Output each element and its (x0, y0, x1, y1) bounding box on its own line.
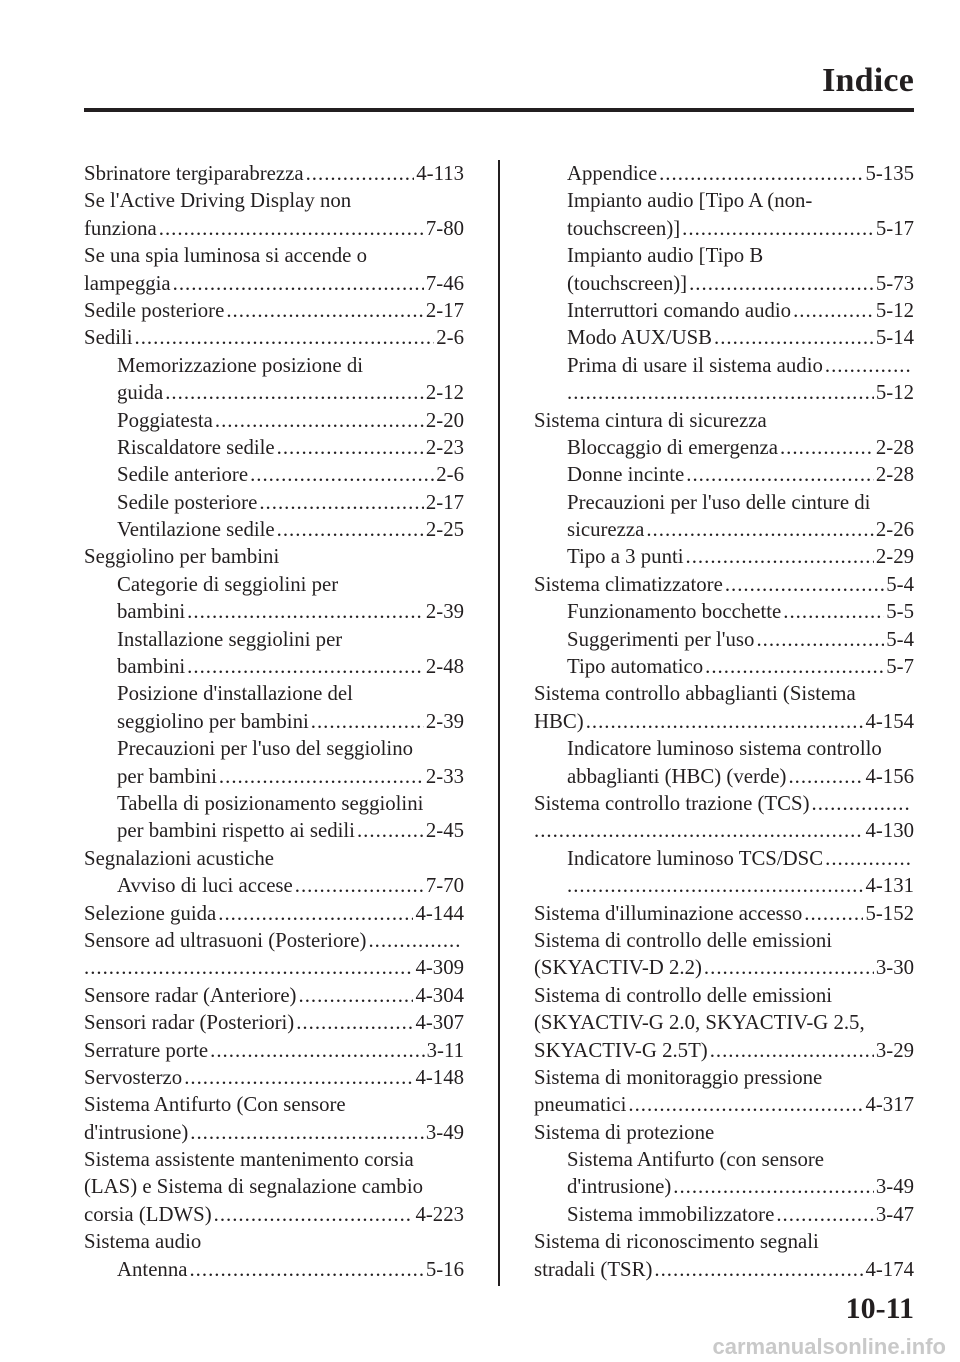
index-entry (534, 982, 914, 1009)
index-subentry (84, 352, 464, 379)
entry-page-ref[interactable]: 4-309 (415, 956, 464, 980)
entry-page-ref[interactable]: 4-148 (415, 1065, 464, 1089)
dot-leader (215, 407, 424, 434)
entry-text: Interruttori comando audio (567, 298, 792, 322)
entry-text: Sistema Antifurto (con sensore (567, 1148, 825, 1172)
entry-page-ref[interactable]: 2-39 (425, 709, 464, 733)
index-subentry (534, 324, 914, 351)
index-subentry (534, 461, 914, 488)
entry-page-ref[interactable]: 5-14 (875, 326, 914, 350)
index-subentry (534, 379, 914, 406)
column-divider (498, 160, 500, 1286)
dot-leader (259, 489, 424, 516)
index-entry (84, 242, 464, 269)
entry-text: Tipo a 3 punti (567, 545, 684, 569)
entry-page-ref[interactable]: 2-48 (425, 655, 464, 679)
dot-leader (756, 626, 884, 653)
index-subentry (534, 434, 914, 461)
index-subentry (84, 653, 464, 680)
entry-text: SKYACTIV-G 2.5T) (534, 1038, 708, 1062)
dot-leader (189, 1256, 423, 1283)
entry-text: Memorizzazione posizione di (117, 353, 364, 377)
entry-text: Bloccaggio di emergenza (567, 435, 778, 459)
entry-text: Indicatore luminoso TCS/DSC (567, 846, 824, 870)
index-column-right (534, 160, 914, 1283)
entry-page-ref[interactable]: 7-70 (425, 874, 464, 898)
entry-page-ref[interactable]: 2-17 (425, 298, 464, 322)
index-subentry (84, 790, 464, 817)
entry-text: (LAS) e Sistema di segnalazione cambio (84, 1175, 424, 1199)
entry-text: seggiolino per bambini (117, 709, 309, 733)
entry-page-ref[interactable]: 5-152 (865, 901, 914, 925)
entry-text: bambini (117, 655, 186, 679)
index-entry (84, 1037, 464, 1064)
entry-text: touchscreen)] (567, 216, 681, 240)
entry-page-ref[interactable]: 7-80 (425, 216, 464, 240)
dot-leader (725, 571, 884, 598)
entry-page-ref[interactable]: 4-113 (416, 162, 464, 185)
entry-text: Sistema di controllo delle emissioni (534, 928, 833, 952)
index-entry (534, 1091, 914, 1118)
index-subentry (534, 297, 914, 324)
entry-page-ref[interactable]: 4-307 (415, 1011, 464, 1035)
entry-text: d'intrusione) (567, 1175, 672, 1199)
dot-leader (295, 872, 424, 899)
index-subentry (84, 489, 464, 516)
index-subentry (534, 763, 914, 790)
index-entry (84, 954, 464, 981)
entry-text: Sistema audio (84, 1230, 202, 1254)
index-entry (84, 543, 464, 570)
index-subentry (534, 187, 914, 214)
dot-leader (686, 543, 874, 570)
dot-leader (159, 215, 424, 242)
dot-leader (173, 270, 424, 297)
entry-text: Sistema di controllo delle emissioni (534, 983, 833, 1007)
entry-text: Sistema cintura di sicurezza (534, 408, 767, 432)
index-entry (84, 900, 464, 927)
dot-leader (776, 1201, 874, 1228)
dot-leader (190, 1119, 424, 1146)
entry-text: HBC) (534, 709, 584, 733)
entry-page-ref[interactable]: 4-130 (865, 819, 914, 843)
index-subentry (534, 516, 914, 543)
entry-page-ref[interactable]: 5-7 (886, 655, 914, 679)
dot-leader (135, 324, 435, 351)
dot-leader (219, 763, 424, 790)
dot-leader (277, 434, 424, 461)
entry-text: funziona (84, 216, 157, 240)
dot-leader (825, 845, 912, 872)
dot-leader (673, 1173, 874, 1200)
entry-text: Sensore ad ultrasuoni (Posteriore) (84, 928, 367, 952)
index-subentry (534, 1201, 914, 1228)
dot-leader (689, 270, 874, 297)
dot-leader (214, 1201, 414, 1228)
index-entry (534, 1228, 914, 1255)
entry-page-ref[interactable]: 5-4 (886, 627, 914, 651)
index-entry (84, 1119, 464, 1146)
entry-text: Sedile posteriore (117, 490, 258, 514)
entry-page-ref[interactable]: 5-135 (865, 162, 914, 185)
dot-leader (165, 379, 424, 406)
dot-leader (793, 297, 874, 324)
entry-page-ref[interactable]: 3-49 (425, 1120, 464, 1144)
page-number: 10-11 (845, 1292, 914, 1325)
dot-leader (368, 927, 462, 954)
index-entry (84, 297, 464, 324)
index-entry (534, 1119, 914, 1146)
dot-leader (686, 461, 874, 488)
index-entry (84, 324, 464, 351)
entry-text: Sistema assistente mantenimento corsia (84, 1148, 414, 1172)
entry-text: (SKYACTIV-D 2.2) (534, 956, 702, 980)
index-subentry (84, 434, 464, 461)
index-entry (84, 1064, 464, 1091)
entry-page-ref[interactable]: 5-4 (886, 572, 914, 596)
index-subentry (84, 571, 464, 598)
entry-page-ref[interactable]: 2-33 (425, 764, 464, 788)
index-entry (534, 708, 914, 735)
dot-leader (277, 516, 424, 543)
index-subentry (84, 763, 464, 790)
entry-text: Poggiatesta (117, 408, 213, 432)
entry-page-ref[interactable]: 3-47 (875, 1202, 914, 1226)
entry-text: Sistema immobilizzatore (567, 1202, 775, 1226)
entry-page-ref[interactable]: 2-28 (875, 463, 914, 487)
index-subentry (84, 708, 464, 735)
entry-text: Antenna (117, 1257, 188, 1281)
dot-leader (788, 763, 863, 790)
dot-leader (783, 598, 884, 625)
dot-leader (586, 708, 864, 735)
dot-leader (567, 872, 863, 899)
entry-text: Sistema di monitoraggio pressione (534, 1065, 823, 1089)
index-subentry (534, 1146, 914, 1173)
entry-page-ref[interactable]: 5-16 (425, 1257, 464, 1281)
dot-leader (250, 461, 434, 488)
entry-page-ref[interactable]: 4-131 (865, 874, 914, 898)
dot-leader (357, 817, 424, 844)
index-subentry (534, 626, 914, 653)
index-entry (534, 817, 914, 844)
index-subentry (84, 516, 464, 543)
dot-leader (226, 297, 424, 324)
dot-leader (187, 598, 424, 625)
index-subentry (84, 598, 464, 625)
index-entry (534, 790, 914, 817)
index-entry (534, 1256, 914, 1283)
dot-leader (714, 324, 874, 351)
index-entry (84, 845, 464, 872)
entry-text: Impianto audio [Tipo A (non- (567, 189, 813, 213)
entry-text: Sbrinatore tergiparabrezza (84, 162, 304, 185)
index-subentry (84, 817, 464, 844)
entry-text: (touchscreen)] (567, 271, 688, 295)
dot-leader (184, 1064, 413, 1091)
entry-text: Tipo automatico (567, 655, 704, 679)
dot-leader (705, 653, 884, 680)
entry-text: Sistema controllo abbaglianti (Sistema (534, 682, 856, 706)
entry-text: Sedile posteriore (84, 298, 225, 322)
dot-leader (654, 1256, 863, 1283)
index-subentry (534, 872, 914, 899)
entry-page-ref[interactable]: 2-45 (425, 819, 464, 843)
entry-page-ref[interactable]: 2-12 (425, 381, 464, 405)
index-entry (84, 215, 464, 242)
entry-text: Ventilazione sedile (117, 518, 275, 542)
entry-page-ref[interactable]: 2-26 (875, 518, 914, 542)
index-subentry (534, 270, 914, 297)
entry-text: Sensore radar (Anteriore) (84, 983, 297, 1007)
index-subentry (534, 1173, 914, 1200)
entry-text: bambini (117, 600, 186, 624)
index-subentry (84, 735, 464, 762)
index-subentry (534, 598, 914, 625)
index-entry (534, 1037, 914, 1064)
entry-text: guida (117, 381, 164, 405)
index-subentry (534, 242, 914, 269)
entry-text: per bambini (117, 764, 217, 788)
index-entry (534, 1064, 914, 1091)
entry-page-ref[interactable]: 5-12 (875, 298, 914, 322)
index-entry (84, 160, 464, 187)
index-entry (84, 1201, 464, 1228)
index-entry (84, 1228, 464, 1255)
index-entry (534, 407, 914, 434)
entry-text: Segnalazioni acustiche (84, 846, 274, 870)
entry-text: Indicatore luminoso sistema controllo (567, 737, 882, 761)
entry-text: Funzionamento bocchette (567, 600, 782, 624)
entry-page-ref[interactable]: 2-6 (436, 326, 464, 350)
index-entry (84, 270, 464, 297)
dot-leader (210, 1037, 424, 1064)
entry-text: Prima di usare il sistema audio (567, 353, 823, 377)
index-subentry (534, 352, 914, 379)
entry-page-ref[interactable]: 2-23 (425, 435, 464, 459)
index-entry (534, 927, 914, 954)
dot-leader (646, 516, 874, 543)
entry-page-ref[interactable]: 5-17 (875, 216, 914, 240)
entry-text: lampeggia (84, 271, 171, 295)
entry-text: Impianto audio [Tipo B (567, 244, 764, 268)
entry-text: Sistema climatizzatore (534, 572, 723, 596)
index-subentry (534, 215, 914, 242)
entry-page-ref[interactable]: 4-144 (415, 901, 464, 925)
entry-text: Selezione guida (84, 901, 217, 925)
index-entry (84, 1173, 464, 1200)
entry-page-ref[interactable]: 5-12 (875, 381, 914, 405)
entry-page-ref[interactable]: 5-5 (886, 600, 914, 624)
entry-text: Modo AUX/USB (567, 326, 713, 350)
entry-page-ref[interactable]: 5-73 (875, 271, 914, 295)
entry-page-ref[interactable]: 2-25 (425, 518, 464, 542)
entry-page-ref[interactable]: 7-46 (425, 271, 464, 295)
dot-leader (704, 954, 874, 981)
entry-text: Se l'Active Driving Display non (84, 189, 352, 213)
dot-leader (84, 954, 413, 981)
entry-page-ref[interactable]: 4-154 (865, 709, 914, 733)
header-rule (84, 108, 914, 112)
index-subentry (84, 872, 464, 899)
index-entry (84, 1146, 464, 1173)
dot-leader (804, 900, 863, 927)
entry-text: Sedile anteriore (117, 463, 249, 487)
entry-text: Serrature porte (84, 1038, 209, 1062)
entry-text: pneumatici (534, 1093, 627, 1117)
entry-text: abbaglianti (HBC) (verde) (567, 764, 787, 788)
entry-text: Suggerimenti per l'uso (567, 627, 755, 651)
entry-text: sicurezza (567, 518, 645, 542)
dot-leader (628, 1091, 863, 1118)
entry-text: Seggiolino per bambini (84, 545, 280, 569)
entry-page-ref[interactable]: 2-6 (436, 463, 464, 487)
entry-text: Installazione seggiolini per (117, 627, 343, 651)
index-subentry (84, 379, 464, 406)
entry-page-ref[interactable]: 2-28 (875, 435, 914, 459)
entry-text: Servosterzo (84, 1065, 183, 1089)
entry-text: Riscaldatore sedile (117, 435, 275, 459)
dot-leader (534, 817, 863, 844)
index-subentry (84, 407, 464, 434)
index-entry (534, 571, 914, 598)
entry-page-ref[interactable]: 2-17 (425, 490, 464, 514)
index-subentry (534, 845, 914, 872)
index-entry (534, 1009, 914, 1036)
entry-text: Tabella di posizionamento seggiolini (117, 791, 424, 815)
dot-leader (659, 160, 863, 187)
entry-text: (SKYACTIV-G 2.0, SKYACTIV-G 2.5, (534, 1011, 865, 1035)
entry-text: Precauzioni per l'uso delle cinture di (567, 490, 871, 514)
index-subentry (84, 461, 464, 488)
dot-leader (710, 1037, 874, 1064)
dot-leader (218, 900, 413, 927)
index-subentry (534, 653, 914, 680)
entry-text: Se una spia luminosa si accende o (84, 244, 367, 268)
entry-text: per bambini rispetto ai sedili (117, 819, 355, 843)
dot-leader (682, 215, 874, 242)
dot-leader (825, 352, 912, 379)
index-entry (534, 680, 914, 707)
dot-leader (780, 434, 874, 461)
entry-text: stradali (TSR) (534, 1257, 653, 1281)
index-subentry (534, 735, 914, 762)
entry-text: d'intrusione) (84, 1120, 189, 1144)
entry-page-ref[interactable]: 4-156 (865, 764, 914, 788)
entry-text: Sistema controllo trazione (TCS) (534, 791, 810, 815)
entry-page-ref[interactable]: 3-29 (875, 1038, 914, 1062)
index-column-left (84, 160, 464, 1283)
entry-text: Donne incinte (567, 463, 685, 487)
entry-page-ref[interactable]: 2-20 (425, 408, 464, 432)
entry-text: Sistema di protezione (534, 1120, 715, 1144)
entry-text: Precauzioni per l'uso del seggiolino (117, 737, 413, 761)
dot-leader (187, 653, 424, 680)
entry-text: Sistema d'illuminazione accesso (534, 901, 803, 925)
index-entry (534, 954, 914, 981)
entry-page-ref[interactable]: 3-49 (875, 1175, 914, 1199)
dot-leader (567, 379, 874, 406)
entry-text: Categorie di seggiolini per (117, 572, 339, 596)
index-entry (84, 1009, 464, 1036)
index-entry (84, 927, 464, 954)
index-subentry (84, 680, 464, 707)
page-title: Indice (822, 62, 914, 99)
entry-text: corsia (LDWS) (84, 1202, 212, 1226)
entry-text: Sensori radar (Posteriori) (84, 1011, 295, 1035)
entry-text: Sedili (84, 326, 133, 350)
entry-text: Avviso di luci accese (117, 874, 293, 898)
dot-leader (306, 160, 415, 187)
dot-leader (299, 982, 414, 1009)
index-entry (534, 900, 914, 927)
index-subentry (534, 160, 914, 187)
entry-text: Sistema di riconoscimento segnali (534, 1230, 819, 1254)
entry-text: Appendice (567, 162, 658, 185)
entry-text: Posizione d'installazione del (117, 682, 353, 706)
entry-page-ref[interactable]: 2-39 (425, 600, 464, 624)
index-subentry (84, 626, 464, 653)
entry-page-ref[interactable]: 3-30 (875, 956, 914, 980)
dot-leader (296, 1009, 413, 1036)
index-entry (84, 1091, 464, 1118)
index-subentry (534, 543, 914, 570)
entry-text: Sistema Antifurto (Con sensore (84, 1093, 346, 1117)
dot-leader (812, 790, 913, 817)
entry-page-ref[interactable]: 4-223 (415, 1202, 464, 1226)
dot-leader (311, 708, 424, 735)
index-entry (84, 187, 464, 214)
index-subentry (84, 1256, 464, 1283)
watermark: carmanualsonline.info (712, 1334, 946, 1359)
index-entry (84, 982, 464, 1009)
index-subentry (534, 489, 914, 516)
entry-page-ref[interactable]: 4-304 (415, 983, 464, 1007)
entry-page-ref[interactable]: 3-11 (426, 1038, 464, 1062)
entry-page-ref[interactable]: 4-174 (865, 1257, 914, 1281)
entry-page-ref[interactable]: 4-317 (865, 1093, 914, 1117)
entry-page-ref[interactable]: 2-29 (875, 545, 914, 569)
